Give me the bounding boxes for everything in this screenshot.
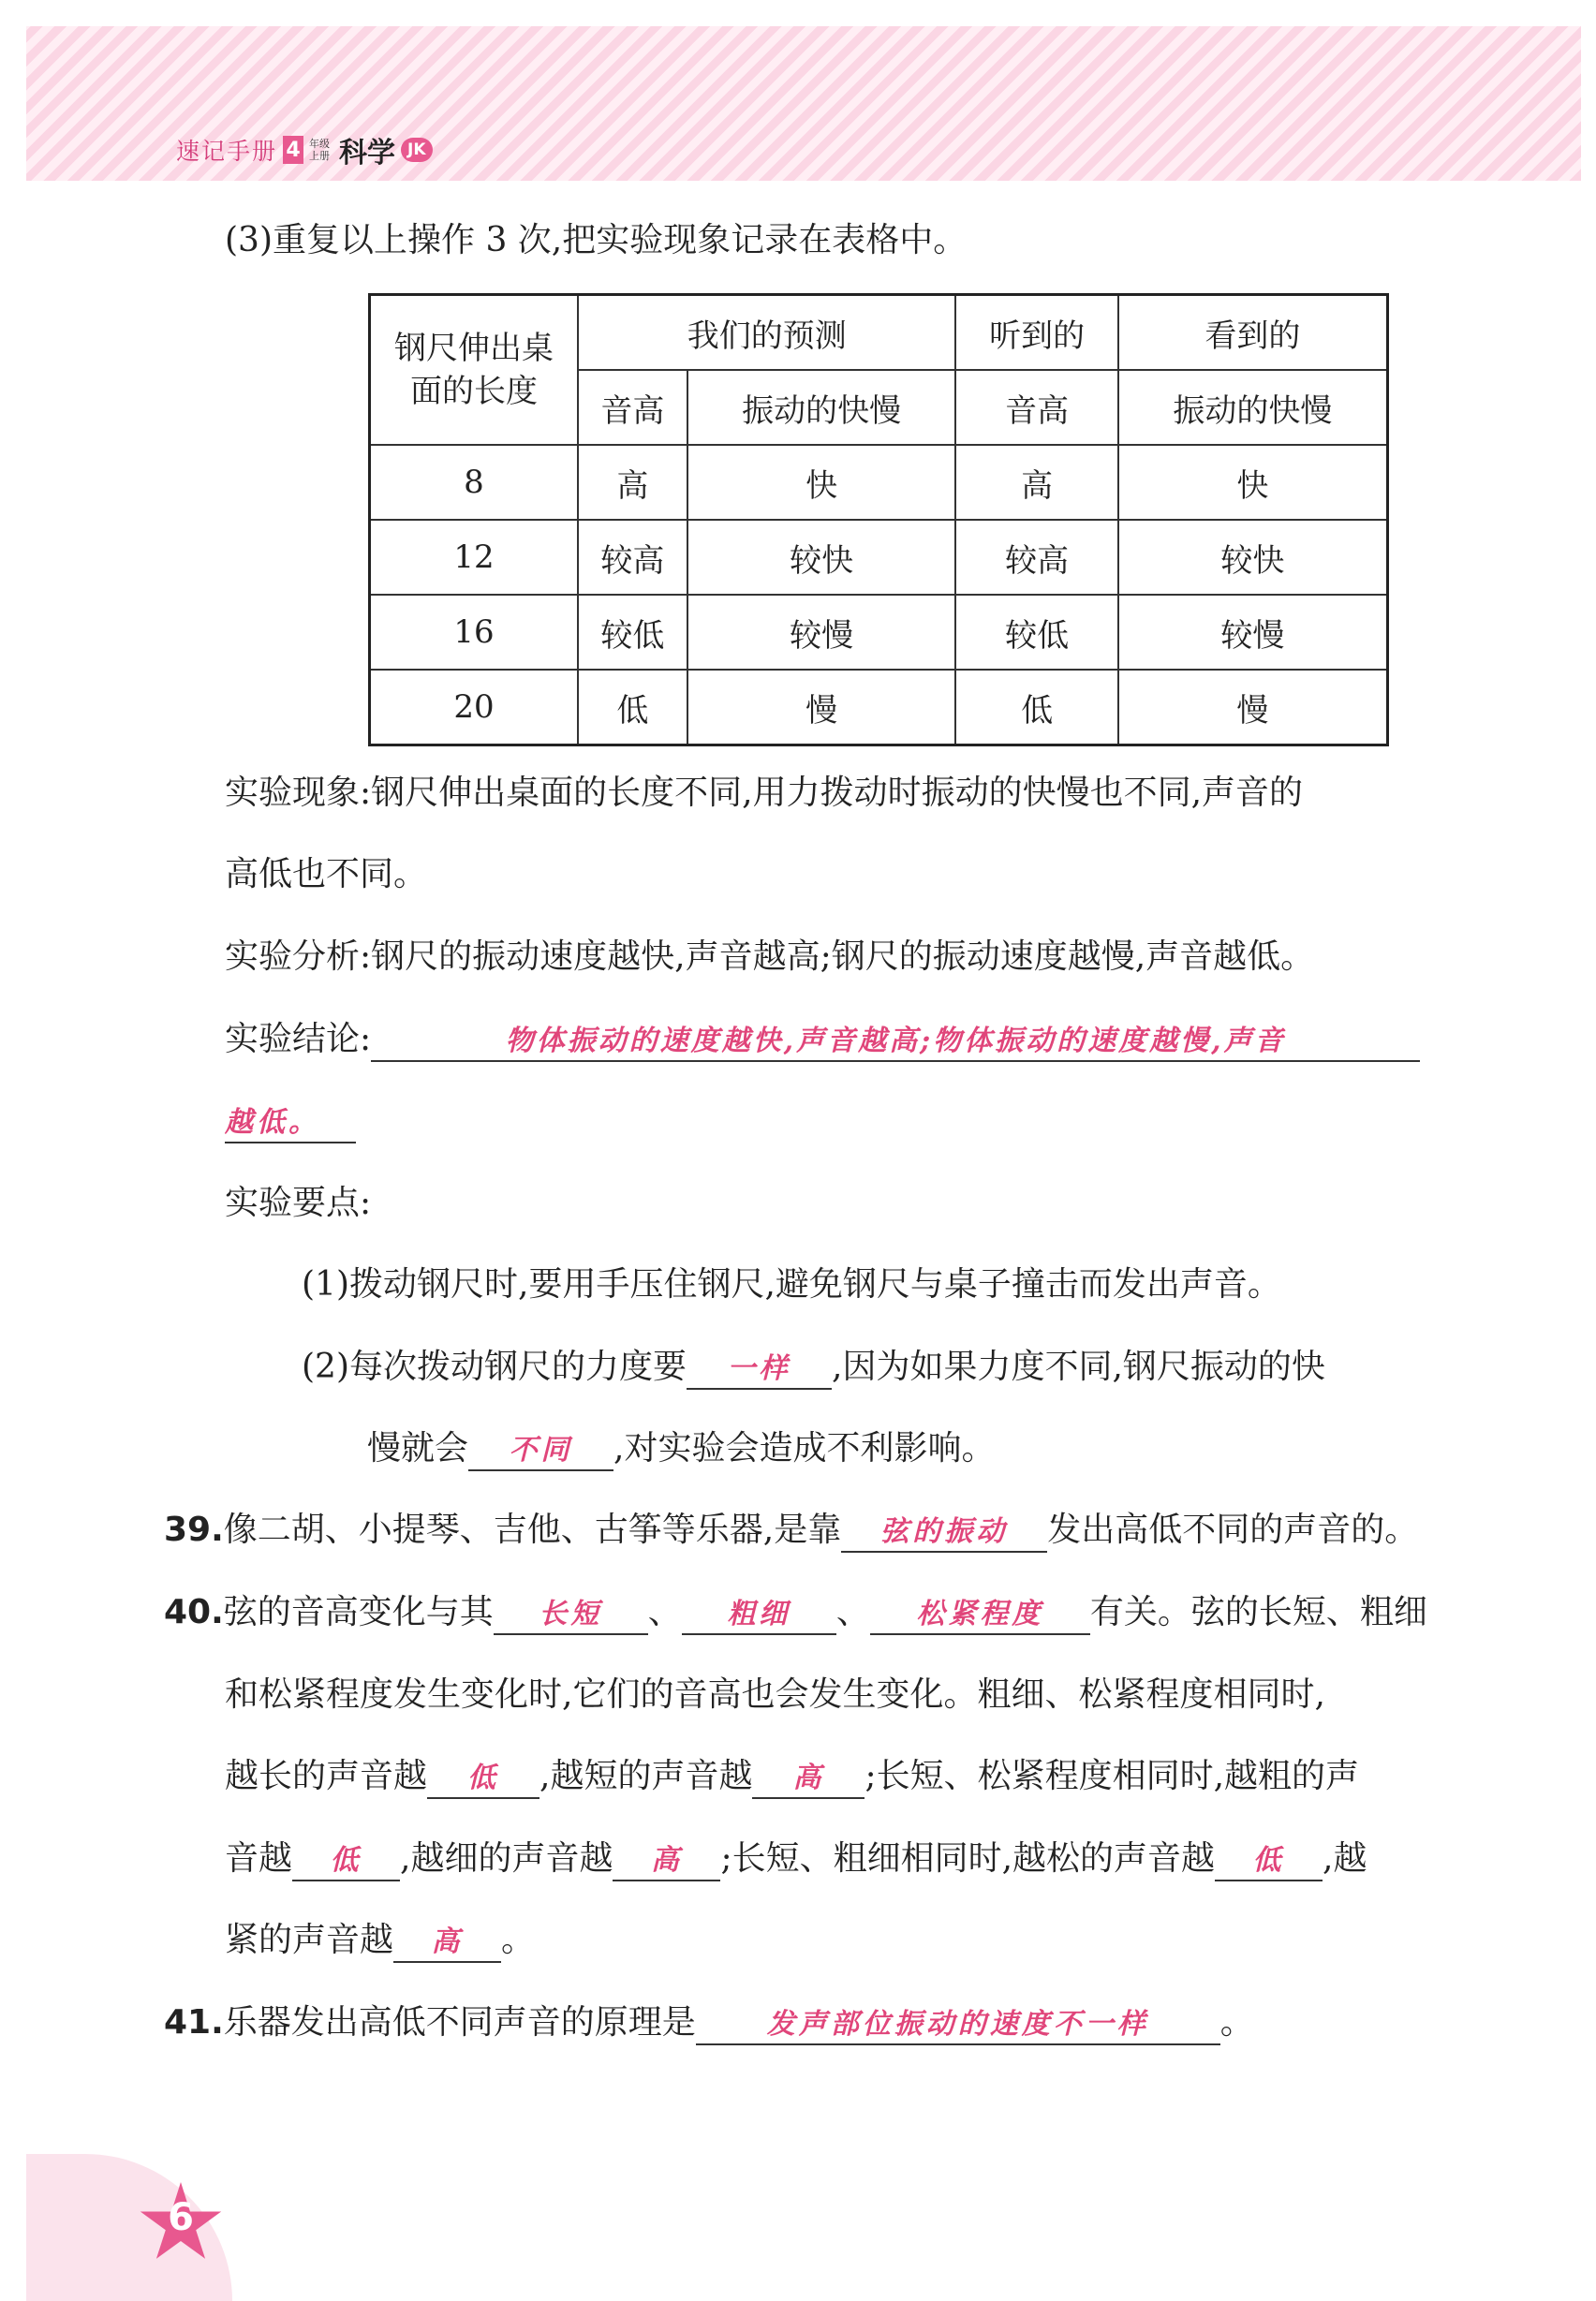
table-cell: 较低 [578, 595, 687, 670]
question-40-text-h: ;长短、粗细相同时,越松的声音越 [720, 1839, 1216, 1878]
keypoint-2-continued [367, 1428, 995, 1471]
question-41-number: 41. [164, 2003, 224, 2042]
table-sub-speed: 振动的快慢 [687, 370, 956, 445]
keypoint-2-text-b: ,因为如果力度不同,钢尺振动的快 [832, 1348, 1325, 1386]
question-40-answer-4: 低 [427, 1760, 539, 1799]
analysis: 实验分析:钢尺的振动速度越快,声音越高;钢尺的振动速度越慢,声音越低。 [225, 937, 1315, 976]
table-cell: 高 [578, 445, 687, 520]
question-40-line-5 [225, 1920, 535, 1963]
question-40-number: 40. [164, 1593, 224, 1631]
table-cell: 较高 [578, 520, 687, 595]
table-cell: 20 [370, 670, 579, 745]
table-cell: 慢 [687, 670, 956, 745]
grade-label [309, 138, 330, 162]
conclusion [225, 1019, 1420, 1062]
question-40-text-g: ,越细的声音越 [400, 1839, 613, 1878]
phenomenon-line-1: 实验现象:钢尺伸出桌面的长度不同,用力拨动时振动的快慢也不同,声音的 [225, 774, 1304, 812]
question-40-text-c: 越长的声音越 [225, 1757, 428, 1795]
keypoints-label: 实验要点: [225, 1184, 372, 1222]
table-cell: 低 [578, 670, 687, 745]
book-title: 速记手册 [176, 138, 278, 165]
table-cell: 较高 [955, 520, 1117, 595]
table-group-heard: 听到的 [955, 295, 1117, 371]
table-cell: 快 [687, 445, 956, 520]
table-cell: 较快 [687, 520, 956, 595]
question-40 [164, 1592, 1427, 1635]
conclusion-label: 实验结论: [225, 1020, 372, 1058]
table-row [370, 670, 1388, 745]
question-40-sep-2: 、 [835, 1593, 870, 1631]
table-sub-pitch: 音高 [955, 370, 1117, 445]
question-40-answer-7: 高 [613, 1842, 720, 1881]
keypoint-1: (1)拨动钢尺时,要用手压住钢尺,避免钢尺与桌子撞击而发出声音。 [302, 1265, 1281, 1304]
table-row [370, 445, 1388, 520]
question-40-line-4 [225, 1838, 1367, 1881]
table-cell: 快 [1118, 445, 1388, 520]
grade-label-top: 年级 [309, 138, 331, 150]
question-40-text-i: ,越 [1323, 1839, 1367, 1878]
table-cell: 12 [370, 520, 579, 595]
page-number: 6 [168, 2196, 194, 2239]
question-40-answer-1: 长短 [494, 1596, 648, 1635]
question-39-number: 39. [164, 1511, 224, 1549]
question-40-answer-9: 高 [393, 1924, 501, 1963]
keypoint-2-answer-2: 不同 [468, 1432, 613, 1471]
question-40-text-b: 有关。弦的长短、粗细 [1089, 1593, 1427, 1631]
table-cell: 较慢 [1118, 595, 1388, 670]
question-40-text-d: ,越短的声音越 [539, 1757, 753, 1795]
question-40-sep-1: 、 [647, 1593, 682, 1631]
book-header [176, 131, 433, 169]
keypoint-2 [302, 1347, 1325, 1390]
table-cell: 较慢 [687, 595, 956, 670]
keypoint-2-text-a: (2)每次拨动钢尺的力度要 [302, 1348, 687, 1386]
question-40-line-3 [225, 1756, 1359, 1799]
table-group-predict: 我们的预测 [578, 295, 955, 371]
question-40-answer-2: 粗细 [682, 1596, 836, 1635]
table-cell: 慢 [1118, 670, 1388, 745]
question-41-text-b: 。 [1219, 2003, 1254, 2042]
question-40-text-a: 弦的音高变化与其 [223, 1593, 494, 1631]
conclusion-answer-1: 物体振动的速度越快,声音越高;物体振动的速度越慢,声音 [371, 1023, 1420, 1062]
question-40-text-k: 。 [501, 1921, 536, 1959]
table-row-header: 钢尺伸出桌面的长度 [370, 295, 579, 446]
question-40-answer-6: 低 [292, 1842, 400, 1881]
question-39-text-b: 发出高低不同的声音的。 [1047, 1511, 1419, 1549]
table-cell: 较低 [955, 595, 1117, 670]
question-40-text-f: 音越 [225, 1839, 293, 1878]
question-39-text-a: 像二胡、小提琴、吉他、古筝等乐器,是靠 [223, 1511, 842, 1549]
table-cell: 低 [955, 670, 1117, 745]
table-cell: 高 [955, 445, 1117, 520]
table-cell: 较快 [1118, 520, 1388, 595]
question-40-answer-8: 低 [1215, 1842, 1323, 1881]
question-39 [164, 1510, 1418, 1553]
table-group-seen: 看到的 [1118, 295, 1388, 371]
question-40-text-j: 紧的声音越 [225, 1921, 394, 1959]
question-39-answer: 弦的振动 [841, 1513, 1047, 1553]
subject-title: 科学 [339, 137, 396, 170]
grade-number: 4 [283, 136, 303, 164]
phenomenon-line-2: 高低也不同。 [225, 855, 428, 893]
question-40-text-e: ;长短、松紧程度相同时,越粗的声 [864, 1757, 1360, 1795]
question-41 [164, 2002, 1254, 2045]
question-40-line-2: 和松紧程度发生变化时,它们的音高也会发生变化。粗细、松紧程度相同时, [225, 1675, 1325, 1714]
table-row [370, 595, 1388, 670]
table-sub-speed: 振动的快慢 [1118, 370, 1388, 445]
question-41-answer: 发声部位振动的速度不一样 [696, 2006, 1220, 2045]
keypoint-2-text-d: ,对实验会造成不利影响。 [613, 1429, 996, 1468]
grade-label-bottom: 上册 [309, 150, 331, 162]
question-40-answer-3: 松紧程度 [870, 1596, 1090, 1635]
table-cell: 8 [370, 445, 579, 520]
edition-badge: JK [401, 138, 433, 162]
table-sub-pitch: 音高 [578, 370, 687, 445]
conclusion-line-2 [225, 1100, 356, 1143]
table-row [370, 520, 1388, 595]
keypoint-2-text-c: 慢就会 [367, 1429, 469, 1468]
conclusion-answer-2: 越低。 [225, 1104, 356, 1143]
question-40-answer-5: 高 [752, 1760, 864, 1799]
experiment-table [368, 293, 1389, 746]
step-3: (3)重复以上操作 3 次,把实验现象记录在表格中。 [225, 221, 968, 259]
table-cell: 16 [370, 595, 579, 670]
keypoint-2-answer-1: 一样 [687, 1350, 832, 1390]
question-41-text-a: 乐器发出高低不同声音的原理是 [223, 2003, 696, 2042]
